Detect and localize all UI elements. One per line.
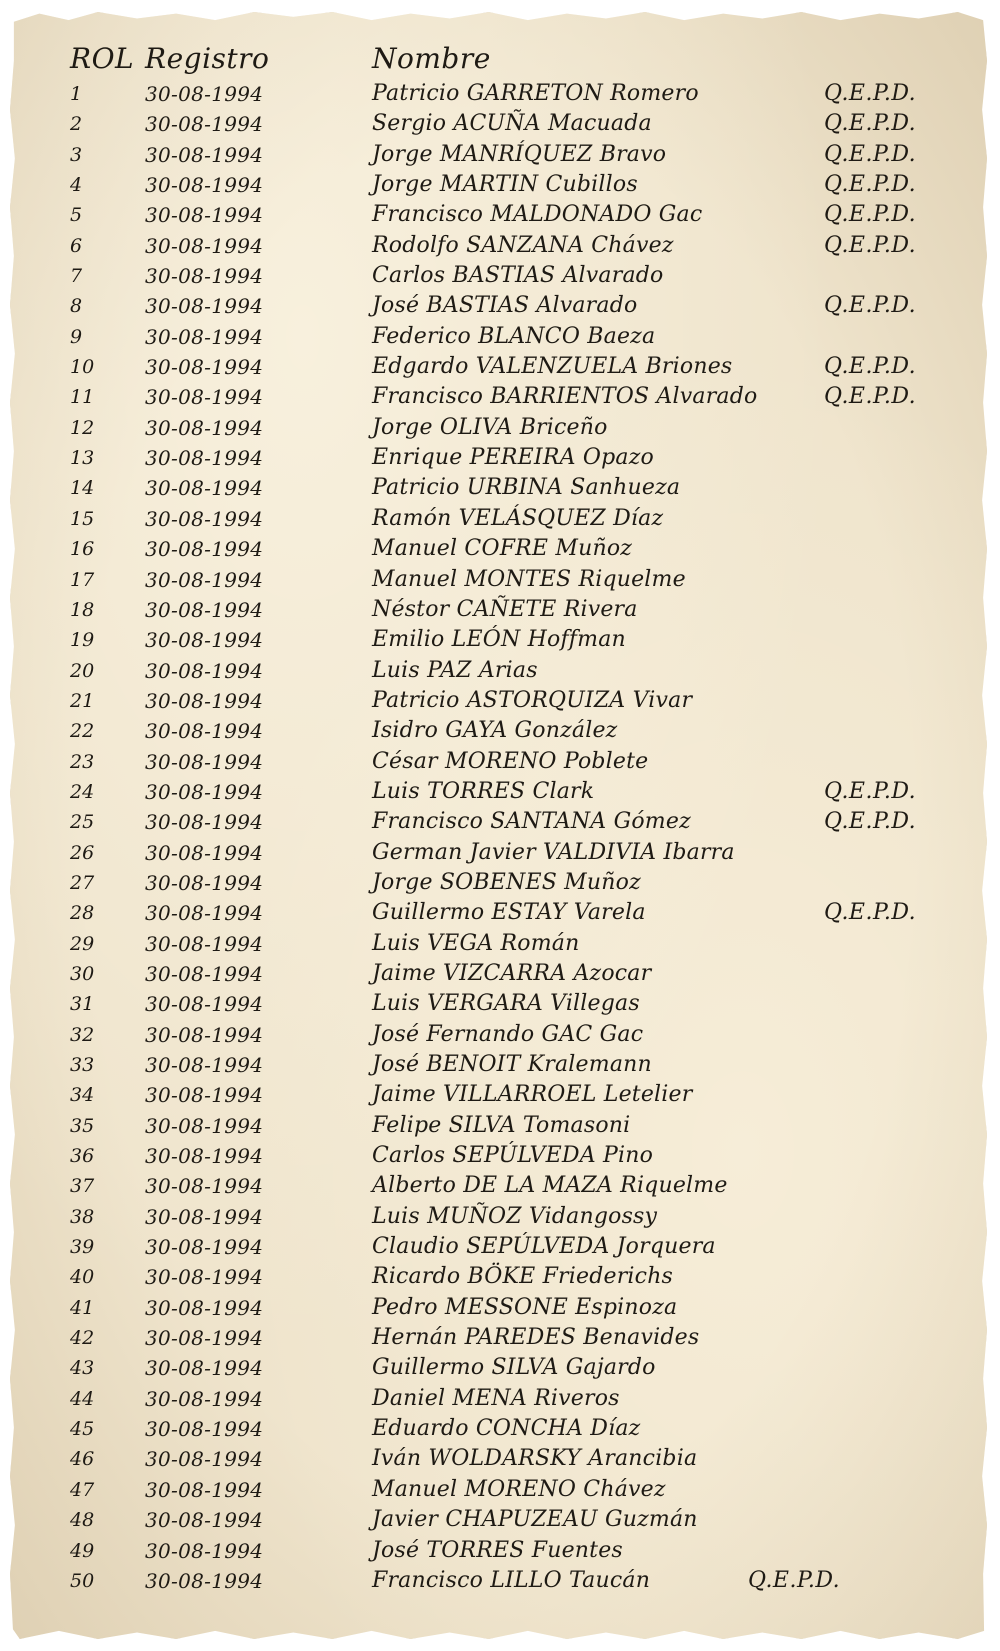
table-row (0, 1141, 1000, 1171)
table-row (0, 140, 1000, 170)
rol-cell: 5 (70, 204, 83, 227)
header-nombre: Nombre (372, 42, 491, 75)
table-row (0, 1384, 1000, 1414)
registro-cell: 30-08-1994 (145, 1386, 264, 1411)
registro-cell: 30-08-1994 (145, 173, 264, 198)
registro-cell: 30-08-1994 (145, 294, 264, 319)
registro-cell: 30-08-1994 (145, 749, 264, 774)
registro-cell: 30-08-1994 (145, 1022, 264, 1047)
registro-cell: 30-08-1994 (145, 1053, 264, 1077)
nombre-cell: Jorge OLIVA Briceño (372, 414, 608, 440)
qepd-note: Q.E.P.D. (824, 111, 917, 137)
table-row (0, 1171, 1000, 1201)
nombre-cell: Rodolfo SANZANA Chávez (372, 232, 674, 258)
registro-cell: 30-08-1994 (145, 1295, 264, 1320)
rol-cell: 3 (70, 143, 83, 166)
nombre-cell: Jorge SOBENES Muñoz (372, 869, 641, 895)
rol-cell: 12 (70, 416, 95, 439)
nombre-cell: Emilio LEÓN Hoffman (372, 627, 626, 653)
nombre-cell: José BASTIAS Alvarado (372, 293, 638, 319)
table-row (0, 382, 1000, 412)
rol-cell: 22 (70, 720, 95, 743)
registro-cell: 30-08-1994 (145, 1568, 264, 1593)
nombre-cell: Edgardo VALENZUELA Briones (372, 354, 733, 380)
registro-cell: 30-08-1994 (145, 1356, 264, 1381)
registro-cell: 30-08-1994 (145, 233, 264, 258)
registro-cell: 30-08-1994 (145, 628, 264, 653)
registro-cell: 30-08-1994 (145, 840, 264, 865)
table-row (0, 443, 1000, 473)
qepd-note: Q.E.P.D. (824, 384, 917, 410)
registro-cell: 30-08-1994 (145, 931, 264, 956)
qepd-note: Q.E.P.D. (824, 172, 917, 198)
qepd-note: Q.E.P.D. (748, 1567, 841, 1593)
rol-cell: 41 (70, 1296, 95, 1319)
table-row (0, 1566, 1000, 1596)
table-row (0, 1080, 1000, 1110)
nombre-cell: José Fernando GAC Gac (372, 1021, 644, 1047)
table-row (0, 1050, 1000, 1080)
nombre-cell: Luis PAZ Arias (372, 657, 538, 683)
table-row (0, 413, 1000, 443)
qepd-note: Q.E.P.D. (824, 141, 917, 167)
rol-cell: 33 (70, 1054, 95, 1076)
registro-cell: 30-08-1994 (145, 264, 264, 289)
registro-cell: 30-08-1994 (145, 1265, 264, 1290)
registro-cell: 30-08-1994 (145, 870, 264, 895)
nombre-cell: Patricio GARRETON Romero (372, 81, 699, 106)
registro-cell: 30-08-1994 (145, 567, 264, 592)
table-row (0, 777, 1000, 807)
table-row (0, 322, 1000, 352)
registro-cell: 30-08-1994 (145, 1235, 264, 1260)
table-row (0, 1475, 1000, 1505)
registro-cell: 30-08-1994 (145, 476, 264, 501)
table-row (0, 109, 1000, 139)
rol-cell: 6 (70, 234, 83, 257)
table-row (0, 1232, 1000, 1262)
registro-cell: 30-08-1994 (145, 324, 264, 349)
nombre-cell: Ricardo BÖKE Friederichs (372, 1264, 674, 1290)
nombre-cell: Francisco LILLO Taucán (372, 1567, 651, 1593)
table-row (0, 200, 1000, 230)
rol-cell: 50 (70, 1569, 95, 1592)
nombre-cell: José BENOIT Kralemann (372, 1052, 652, 1077)
registro-cell: 30-08-1994 (145, 597, 264, 622)
registro-cell: 30-08-1994 (145, 901, 264, 926)
table-row (0, 1293, 1000, 1323)
registro-cell: 30-08-1994 (145, 1326, 264, 1351)
nombre-cell: Jaime VIZCARRA Azocar (372, 960, 652, 986)
nombre-cell: Pedro MESSONE Espinoza (372, 1294, 678, 1320)
registro-cell: 30-08-1994 (145, 658, 264, 683)
nombre-cell: Enrique PEREIRA Opazo (372, 445, 654, 471)
rol-cell: 40 (70, 1266, 95, 1289)
rol-cell: 19 (70, 629, 95, 652)
nombre-cell: Sergio ACUÑA Macuada (372, 111, 652, 137)
rol-cell: 49 (70, 1539, 95, 1562)
nombre-cell: Manuel MONTES Riquelme (372, 566, 686, 592)
rol-cell: 9 (70, 325, 83, 348)
nombre-cell: Francisco SANTANA Gómez (372, 809, 691, 835)
registro-cell: 30-08-1994 (145, 1508, 264, 1533)
registro-cell: 30-08-1994 (145, 1417, 264, 1442)
table-row (0, 231, 1000, 261)
registro-cell: 30-08-1994 (145, 1174, 264, 1199)
table-row (0, 261, 1000, 291)
nombre-cell: Patricio URBINA Sanhueza (372, 475, 681, 501)
registro-cell: 30-08-1994 (145, 446, 264, 471)
nombre-cell: Néstor CAÑETE Rivera (372, 596, 638, 622)
rol-cell: 25 (70, 811, 95, 834)
table-row (0, 595, 1000, 625)
table-row (0, 565, 1000, 595)
table-row (0, 1414, 1000, 1444)
registro-cell: 30-08-1994 (145, 688, 264, 713)
registro-cell: 30-08-1994 (145, 537, 264, 562)
nombre-cell: Isidro GAYA González (372, 718, 618, 744)
table-row (0, 1353, 1000, 1383)
rol-cell: 26 (70, 841, 95, 864)
rol-cell: 14 (70, 477, 95, 500)
registro-cell: 30-08-1994 (145, 1447, 264, 1472)
registro-cell: 30-08-1994 (145, 82, 264, 106)
table-row (0, 291, 1000, 321)
nombre-cell: Guillermo SILVA Gajardo (372, 1355, 656, 1381)
table-row (0, 1262, 1000, 1292)
nombre-cell: Alberto DE LA MAZA Riquelme (372, 1173, 728, 1199)
table-row (0, 79, 1000, 109)
rol-cell: 35 (70, 1114, 95, 1137)
nombre-cell: Francisco MALDONADO Gac (372, 202, 703, 228)
rol-cell: 15 (70, 507, 95, 530)
rol-cell: 4 (70, 174, 83, 197)
table-row (0, 868, 1000, 898)
nombre-cell: Hernán PAREDES Benavides (372, 1325, 700, 1351)
rol-cell: 36 (70, 1145, 95, 1168)
rol-cell: 37 (70, 1175, 95, 1198)
rol-cell: 21 (70, 689, 95, 712)
registro-cell: 30-08-1994 (145, 719, 264, 744)
rol-cell: 30 (70, 962, 95, 985)
registro-cell: 30-08-1994 (145, 415, 264, 440)
nombre-cell: Daniel MENA Riveros (372, 1385, 620, 1411)
table-row (0, 716, 1000, 746)
nombre-cell: Luis VEGA Román (372, 930, 580, 956)
table-row (0, 170, 1000, 200)
registro-cell: 30-08-1994 (145, 992, 264, 1017)
rol-cell: 20 (70, 659, 95, 682)
nombre-cell: Luis VERGARA Villegas (372, 991, 640, 1017)
table-row (0, 1505, 1000, 1535)
qepd-note: Q.E.P.D. (824, 293, 917, 319)
rol-cell: 24 (70, 780, 95, 803)
table-row (0, 352, 1000, 382)
registro-cell: 30-08-1994 (145, 506, 264, 531)
registro-cell: 30-08-1994 (145, 1538, 264, 1563)
table-row (0, 1444, 1000, 1474)
table-row (0, 656, 1000, 686)
nombre-cell: Jorge MANRÍQUEZ Bravo (372, 141, 667, 167)
nombre-cell: José TORRES Fuentes (372, 1537, 623, 1563)
rol-cell: 28 (70, 902, 95, 925)
registro-cell: 30-08-1994 (145, 961, 264, 986)
nombre-cell: Jorge MARTIN Cubillos (372, 172, 638, 198)
rol-cell: 13 (70, 447, 95, 470)
registro-cell: 30-08-1994 (145, 385, 264, 410)
registro-cell: 30-08-1994 (145, 142, 264, 167)
registro-cell: 30-08-1994 (145, 1477, 264, 1502)
qepd-note: Q.E.P.D. (824, 232, 917, 258)
table-row (0, 838, 1000, 868)
table-row (0, 959, 1000, 989)
rol-cell: 23 (70, 750, 95, 773)
table-row (0, 686, 1000, 716)
rol-cell: 8 (70, 295, 83, 318)
qepd-note: Q.E.P.D. (824, 778, 917, 804)
table-row (0, 1020, 1000, 1050)
nombre-cell: Manuel MORENO Chávez (372, 1476, 666, 1502)
rol-cell: 45 (70, 1418, 95, 1441)
table-row (0, 504, 1000, 534)
rol-cell: 2 (70, 113, 83, 136)
table-row (0, 929, 1000, 959)
nombre-cell: Iván WOLDARSKY Arancibia (372, 1446, 698, 1472)
qepd-note: Q.E.P.D. (824, 202, 917, 228)
qepd-note: Q.E.P.D. (824, 81, 917, 106)
nombre-cell: Patricio ASTORQUIZA Vivar (372, 687, 693, 713)
rol-cell: 10 (70, 356, 95, 379)
rol-cell: 46 (70, 1448, 95, 1471)
registro-cell: 30-08-1994 (145, 355, 264, 380)
roster-list (0, 79, 1000, 1596)
nombre-cell: Luis TORRES Clark (372, 778, 595, 804)
nombre-cell: Eduardo CONCHA Díaz (372, 1416, 641, 1442)
header-registro: Registro (145, 42, 270, 75)
rol-cell: 32 (70, 1023, 95, 1046)
nombre-cell: Carlos BASTIAS Alvarado (372, 263, 664, 289)
table-row (0, 989, 1000, 1019)
nombre-cell: Jaime VILLARROEL Letelier (372, 1082, 693, 1108)
rol-cell: 44 (70, 1387, 95, 1410)
rol-cell: 42 (70, 1327, 95, 1350)
rol-cell: 39 (70, 1236, 95, 1259)
registro-cell: 30-08-1994 (145, 810, 264, 835)
table-row (0, 1202, 1000, 1232)
registro-cell: 30-08-1994 (145, 1204, 264, 1229)
rol-cell: 48 (70, 1509, 95, 1532)
rol-cell: 43 (70, 1357, 95, 1380)
qepd-note: Q.E.P.D. (824, 809, 917, 835)
registro-cell: 30-08-1994 (145, 1083, 264, 1108)
rol-cell: 38 (70, 1205, 95, 1228)
rol-cell: 7 (70, 265, 83, 288)
nombre-cell: Carlos SEPÚLVEDA Pino (372, 1143, 654, 1169)
table-row (0, 534, 1000, 564)
nombre-cell: Francisco BARRIENTOS Alvarado (372, 384, 758, 410)
rol-cell: 18 (70, 598, 95, 621)
rol-cell: 1 (70, 83, 83, 105)
registro-cell: 30-08-1994 (145, 779, 264, 804)
table-row (0, 898, 1000, 928)
nombre-cell: Guillermo ESTAY Varela (372, 900, 646, 926)
nombre-cell: Claudio SEPÚLVEDA Jorquera (372, 1234, 716, 1260)
rol-cell: 34 (70, 1084, 95, 1107)
table-row (0, 807, 1000, 837)
nombre-cell: Manuel COFRE Muñoz (372, 536, 633, 562)
rol-cell: 27 (70, 871, 95, 894)
rol-cell: 31 (70, 993, 95, 1016)
rol-cell: 47 (70, 1478, 95, 1501)
nombre-cell: César MORENO Poblete (372, 748, 649, 774)
table-row (0, 1536, 1000, 1566)
nombre-cell: Luis MUÑOZ Vidangossy (372, 1203, 658, 1229)
registro-cell: 30-08-1994 (145, 1144, 264, 1169)
registro-cell: 30-08-1994 (145, 203, 264, 228)
table-row (0, 1111, 1000, 1141)
nombre-cell: Javier CHAPUZEAU Guzmán (372, 1507, 698, 1533)
nombre-cell: German Javier VALDIVIA Ibarra (372, 839, 735, 865)
qepd-note: Q.E.P.D. (824, 354, 917, 380)
header-rol: ROL (70, 42, 135, 75)
rol-cell: 29 (70, 932, 95, 955)
nombre-cell: Ramón VELÁSQUEZ Díaz (372, 505, 664, 531)
registro-cell: 30-08-1994 (145, 1113, 264, 1138)
table-row (0, 747, 1000, 777)
table-row (0, 625, 1000, 655)
table-row (0, 1323, 1000, 1353)
registro-cell: 30-08-1994 (145, 112, 264, 137)
nombre-cell: Felipe SILVA Tomasoni (372, 1112, 631, 1138)
rol-cell: 11 (70, 386, 95, 409)
table-row (0, 473, 1000, 503)
rol-cell: 16 (70, 538, 95, 561)
qepd-note: Q.E.P.D. (824, 900, 917, 926)
nombre-cell: Federico BLANCO Baeza (372, 323, 656, 349)
rol-cell: 17 (70, 568, 95, 591)
